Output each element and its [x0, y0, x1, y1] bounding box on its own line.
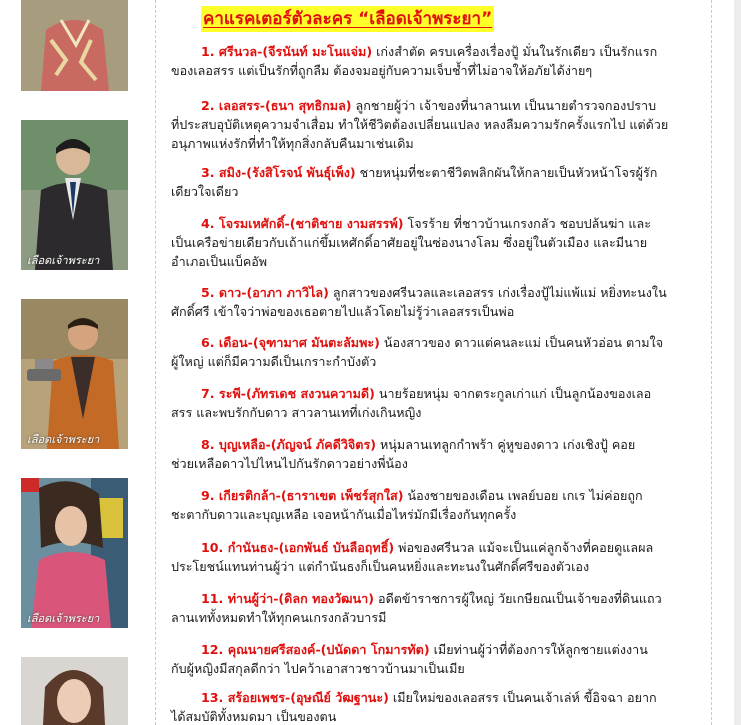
character-entry	[171, 42, 701, 80]
character-name: 4. โจรมเหศักดิ์-(ชาติชาย งามสรรพ์)	[201, 216, 404, 231]
character-entry	[171, 283, 701, 321]
character-description: เก่งสำตัด ครบเครื่องเรื่องปู้ มั่นในรักเดียว เป็นรักแรก	[372, 44, 658, 59]
character-description: ที่ประสบอุบัติเหตุความจำเสื่อม ทำให้ชีวิตต้องเปลี่ยนแปลง หลงลืมความรักครั้งแรกไป แต่ด้วย	[171, 117, 669, 132]
character-description: ช่วยเหลือดาวไปไหนไปกันรักดาวอย่างพี่น้อง	[171, 456, 408, 471]
character-description: หนุ่มลานเทลูกกำพร้า คู่หูของดาว เก่งเชิงปู้ คอย	[375, 437, 636, 452]
character-description: สรร และพบรักกับดาว สาวลานเทที่เก่งเกินหญิง	[171, 405, 422, 420]
character-description: ชายหนุ่มที่ชะตาชีวิตพลิกผันให้กลายเป็นหัวหน้าโจรผู้รัก	[355, 165, 658, 180]
character-description: ชะตากับดาวและบุญเหลือ เจอหน้ากันเมื่อไหร่มักมีเรื่องกันทุกครั้ง	[171, 507, 517, 522]
character-name: 8. บุญเหลือ-(ภัญจน์ ภัคดีวิจิตร)	[201, 437, 376, 452]
character-name: 11. ท่านผู้ว่า-(ดิลก ทองวัฒนา)	[201, 591, 374, 606]
character-description: เดียวใจเดียว	[171, 184, 239, 199]
page-title: คาแรคเตอร์ตัวละคร “เลือดเจ้าพระยา”	[201, 6, 494, 32]
cast-photo-4	[21, 478, 128, 628]
character-description: อำเภอเป็นแบ็คอัพ	[171, 254, 268, 269]
character-description: ผู้ใหญ่ แต่ก็มีความดีเป็นเกราะกำบังตัว	[171, 354, 377, 369]
photo-watermark: เลือดเจ้าพระยา	[27, 433, 100, 446]
character-name: 5. ดาว-(อาภา ภาวิไล)	[201, 285, 329, 300]
character-description: โจรร้าย ที่ชาวบ้านเกรงกลัว ชอบปล้นฆ่า และ	[403, 216, 652, 231]
character-description: ของเลอสรร แต่เป็นรักที่ถูกลืม ต้องจมอยู่กับความเจ็บช้ำที่ไม่อาจให้อภัยได้ง่ายๆ	[171, 63, 593, 78]
character-description: เมียท่านผู้ว่าที่ต้องการให้ลูกชายแต่งงาน	[429, 642, 648, 657]
character-entry	[171, 384, 701, 422]
cast-photo-5	[21, 657, 128, 725]
column-divider-left	[155, 0, 156, 725]
character-name: 13. สร้อยเพชร-(อุษณีย์ วัฒฐานะ)	[201, 690, 389, 705]
character-description: กับผู้หญิงมีสกุลดีกว่า ไปคว้าเอาสาวชาวบ้านมาเป็นเมีย	[171, 661, 465, 676]
character-name: 6. เดือน-(จุฑามาศ มันตะลัมพะ)	[201, 335, 380, 350]
character-entry	[171, 214, 701, 271]
right-scroll-gutter	[734, 0, 741, 725]
character-entry	[171, 435, 701, 473]
cast-photo-2	[21, 120, 128, 270]
character-entry	[171, 333, 701, 371]
character-description: นายร้อยหนุ่ม จากตระกูลเก่าแก่ เป็นลูกน้องของเลอ	[374, 386, 652, 401]
character-entry	[171, 163, 701, 201]
character-description: น้องชายของเดือน เพลย์บอย เกเร ไม่ค่อยถูก	[403, 488, 643, 503]
character-description: ลานเททั้งหมดทำให้ทุกคนเกรงกลัวบารมี	[171, 610, 387, 625]
character-description: อดีตข้าราชการผู้ใหญ่ วัยเกษียณเป็นเจ้าของที่ดินแถว	[374, 591, 662, 606]
character-description: พ่อของศรีนวล แม้จะเป็นแค่ลูกจ้างที่คอยดูแลผล	[394, 540, 654, 555]
cast-photo-3	[21, 299, 128, 449]
cast-photo-1	[21, 0, 128, 91]
character-entry	[171, 589, 701, 627]
character-name: 12. คุณนายศรีสองค์-(ปนัดดา โกมารทัต)	[201, 642, 430, 657]
character-name: 3. สมิง-(รังสิโรจน์ พันธุ์เพ็ง)	[201, 165, 356, 180]
character-description: ลูกสาวของศรีนวลและเลอสรร เก่งเรื่องปู้ไม่แพ้แม่ หยิ่งทะนงใน	[328, 285, 667, 300]
character-entry	[171, 688, 701, 725]
character-description: เมียใหม่ของเลอสรร เป็นคนเจ้าเล่ห์ ขี้อิจฉา อยาก	[388, 690, 657, 705]
photo-watermark: เลือดเจ้าพระยา	[27, 254, 100, 267]
character-name: 10. กำนันธง-(เอกพันธ์ บันลือฤทธิ์)	[201, 540, 395, 555]
column-divider-right	[711, 0, 712, 725]
character-description: ลูกชายผู้ว่า เจ้าของที่นาลานเท เป็นนายตำรวจกองปราบ	[351, 98, 657, 113]
character-description: อนุภาพแห่งรักที่ทำให้ทุกสิ่งกลับคืนมาเช่นเดิม	[171, 136, 414, 151]
character-entry	[171, 96, 701, 153]
photo-watermark: เลือดเจ้าพระยา	[27, 612, 100, 625]
character-description: ได้สมบัติทั้งหมดมา เป็นของตน	[171, 709, 337, 724]
character-description: ประโยชน์แทนท่านผู้ว่า แต่กำนันธงก็เป็นคนหยิ่งและทะนงในศักดิ์ศรีของตัวเอง	[171, 559, 590, 574]
character-description: น้องสาวของ ดาวแต่คนละแม่ เป็นคนหัวอ่อน ตามใจ	[379, 335, 664, 350]
character-entry	[171, 538, 701, 576]
character-description: ศักดิ์ศรี เข้าใจว่าพ่อของเธอตายไปแล้วโดยไม่รู้ว่าเลอสรรเป็นพ่อ	[171, 304, 515, 319]
character-name: 1. ศรีนวล-(จีรนันท์ มะโนแจ่ม)	[201, 44, 373, 59]
character-entry	[171, 486, 701, 524]
character-entry	[171, 640, 701, 678]
character-name: 2. เลอสรร-(ธนา สุทธิกมล)	[201, 98, 352, 113]
character-name: 9. เกียรติกล้า-(ธาราเขต เพ็ชร์สุกใส)	[201, 488, 404, 503]
character-name: 7. ระพี-(ภัทรเดช สงวนความดี)	[201, 386, 375, 401]
character-description: เป็นเครือข่ายเดียวกับเถ้าแก่ขึ้มเหศักดิ์อาศัยอยู่ในซ่องนางโลม ซึ่งอยู่ในตัวเมือง และมีนาย	[171, 235, 648, 250]
